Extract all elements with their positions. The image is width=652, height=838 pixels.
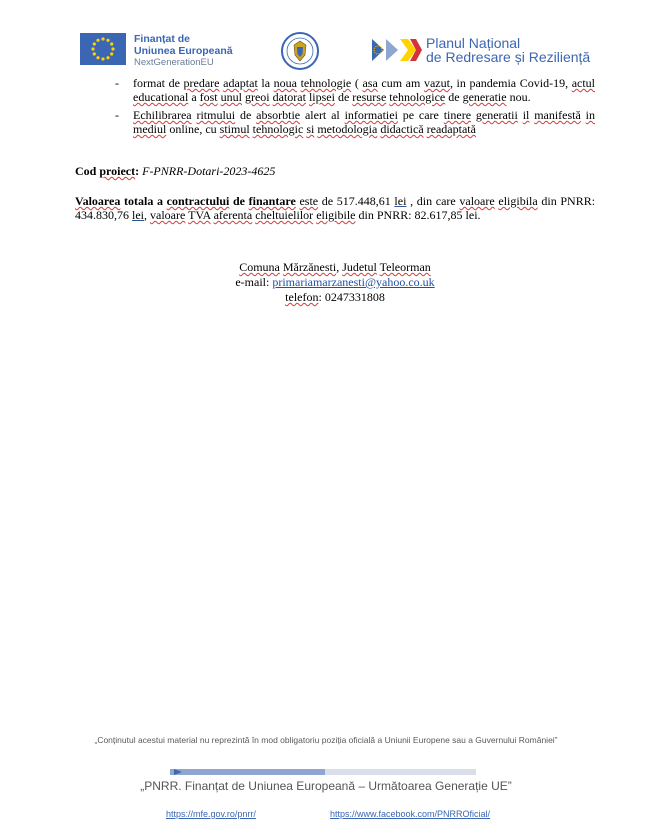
- text-run: noua: [273, 76, 297, 90]
- text-run: fost: [199, 90, 218, 104]
- eu-flag-icon: [80, 33, 126, 65]
- text-run: resurse: [352, 90, 387, 104]
- text-run: si: [306, 122, 315, 136]
- project-code-value: F-PNRR-Dotari-2023-4625: [142, 164, 276, 178]
- text-run: educational: [133, 90, 189, 104]
- text-run: valoare: [150, 208, 186, 222]
- text-run: din PNRR: 82.617,85 lei.: [355, 208, 481, 222]
- text-run: tehnologie: [300, 76, 352, 90]
- text-run: metodologia: [317, 122, 378, 136]
- text-run: Echilibrarea: [133, 108, 192, 122]
- text-run: readaptată: [426, 122, 476, 136]
- text-run: din PNRR: 434.830,76: [75, 194, 596, 222]
- text-run: este: [299, 194, 319, 208]
- project-code: [75, 164, 595, 178]
- text-run: TVA: [188, 208, 211, 222]
- text-run: Valoarea: [75, 194, 121, 208]
- text-run: a: [188, 90, 200, 104]
- bullet-item: [75, 108, 595, 136]
- text-run: de: [334, 90, 353, 104]
- pnrr-flag-icon: [370, 37, 422, 63]
- email-label: e-mail:: [235, 275, 273, 289]
- text-run: Comuna: [239, 260, 280, 274]
- phone-label: telefon: [285, 290, 319, 304]
- text-run: format de: [133, 76, 184, 90]
- footer-decorative-bar: [170, 769, 476, 775]
- text-run: nou.: [506, 90, 531, 104]
- text-run: unul: [220, 90, 242, 104]
- pnrr-logo: [370, 36, 590, 64]
- eu-logo-line2: Uniunea Europeană: [134, 45, 233, 57]
- text-run: predare: [183, 76, 220, 90]
- text-run: generatie: [462, 90, 507, 104]
- text-run: totala: [124, 194, 154, 208]
- phone-number: : 0247331808: [318, 290, 385, 304]
- bullet-dash: -: [115, 76, 119, 90]
- arrow-icon: [174, 769, 182, 775]
- document-header: [0, 0, 652, 75]
- footer-slogan: „PNRR. Finanțat de Uniunea Europeană – Următoarea Generație UE”: [140, 779, 512, 793]
- text-run: lei: [394, 194, 407, 208]
- project-code-label-word2: proiect: [99, 164, 136, 178]
- text-run: , din care: [406, 194, 460, 208]
- contact-email-line: [75, 275, 595, 290]
- text-run: absorbtie: [256, 108, 301, 122]
- text-run: de: [235, 108, 257, 122]
- facebook-pnrr-link[interactable]: https://www.facebook.com/PNRROficial/: [330, 809, 491, 819]
- contract-value-paragraph: [75, 194, 595, 222]
- text-run: de: [445, 90, 463, 104]
- text-run: ,: [336, 260, 343, 274]
- text-run: ritmului: [196, 108, 236, 122]
- document-footer: [0, 735, 652, 819]
- pnrr-logo-line1: Planul Național: [426, 35, 521, 51]
- text-run: eligibile: [316, 208, 356, 222]
- pnrr-logo-line2: de Redresare și Reziliență: [426, 49, 591, 65]
- text-run: contractului: [166, 194, 230, 208]
- eu-funding-logo: [80, 33, 233, 69]
- text-run: asa: [362, 76, 378, 90]
- text-run: Judetul: [342, 260, 377, 274]
- text-run: alert al: [300, 108, 345, 122]
- text-run: , in pandemia Covid-19,: [449, 76, 572, 90]
- text-run: datorat: [272, 90, 306, 104]
- text-run: tehnologic: [252, 122, 304, 136]
- text-run: eligibila: [498, 194, 538, 208]
- mfe-pnrr-link[interactable]: https://mfe.gov.ro/pnrr/: [166, 809, 256, 819]
- footer-disclaimer: „Conținutul acestui material nu reprezintă în mod obligatoriu poziția oficială a Uniunii Europene sau a Guvernului României”: [94, 735, 558, 745]
- text-run: Teleorman: [379, 260, 431, 274]
- contact-phone-line: [75, 290, 595, 305]
- text-run: finantare: [248, 194, 296, 208]
- bullet-text: [133, 76, 595, 104]
- text-run: tehnologice: [389, 90, 446, 104]
- romanian-government-seal-icon: [280, 31, 320, 71]
- email-link[interactable]: primariamarzanesti@yahoo.co.uk: [272, 275, 435, 289]
- bullet-dash: -: [115, 108, 119, 122]
- text-run: in: [585, 108, 596, 122]
- text-run: stimul: [219, 122, 250, 136]
- text-run: de 517.448,61: [318, 194, 395, 208]
- bullet-item: [75, 76, 595, 104]
- text-run: cheltuielilor: [255, 208, 314, 222]
- text-run: actul: [571, 76, 596, 90]
- text-run: Mărzănesti: [282, 260, 337, 274]
- text-run: a: [153, 194, 167, 208]
- text-run: valoare: [459, 194, 495, 208]
- text-run: (: [351, 76, 363, 90]
- text-run: la: [257, 76, 274, 90]
- text-run: adaptat: [223, 76, 258, 90]
- contact-block: [75, 260, 595, 305]
- text-run: tinere: [443, 108, 472, 122]
- text-run: lipsei: [308, 90, 335, 104]
- text-run: didactică: [380, 122, 424, 136]
- text-run: aferenta: [213, 208, 253, 222]
- text-run: greoi: [244, 90, 270, 104]
- eu-logo-line3: NextGenerationEU: [134, 57, 214, 68]
- text-run: informatiei: [344, 108, 398, 122]
- document-body: [75, 76, 595, 305]
- text-run: il: [522, 108, 530, 122]
- project-code-label-word1: Cod: [75, 164, 97, 178]
- text-run: vazut: [423, 76, 450, 90]
- text-run: ,: [144, 208, 150, 222]
- text-run: lei: [132, 208, 144, 222]
- contact-address: [75, 260, 595, 275]
- text-run: manifestă: [534, 108, 581, 122]
- text-run: cum am: [377, 76, 424, 90]
- text-run: generatii: [475, 108, 518, 122]
- bullet-text: [133, 108, 595, 136]
- eu-logo-line1: Finanțat de: [134, 33, 191, 45]
- text-run: online, cu: [166, 122, 220, 136]
- text-run: de: [229, 194, 249, 208]
- project-code-label-colon: :: [135, 164, 140, 178]
- text-run: mediul: [133, 122, 167, 136]
- text-run: pe care: [397, 108, 444, 122]
